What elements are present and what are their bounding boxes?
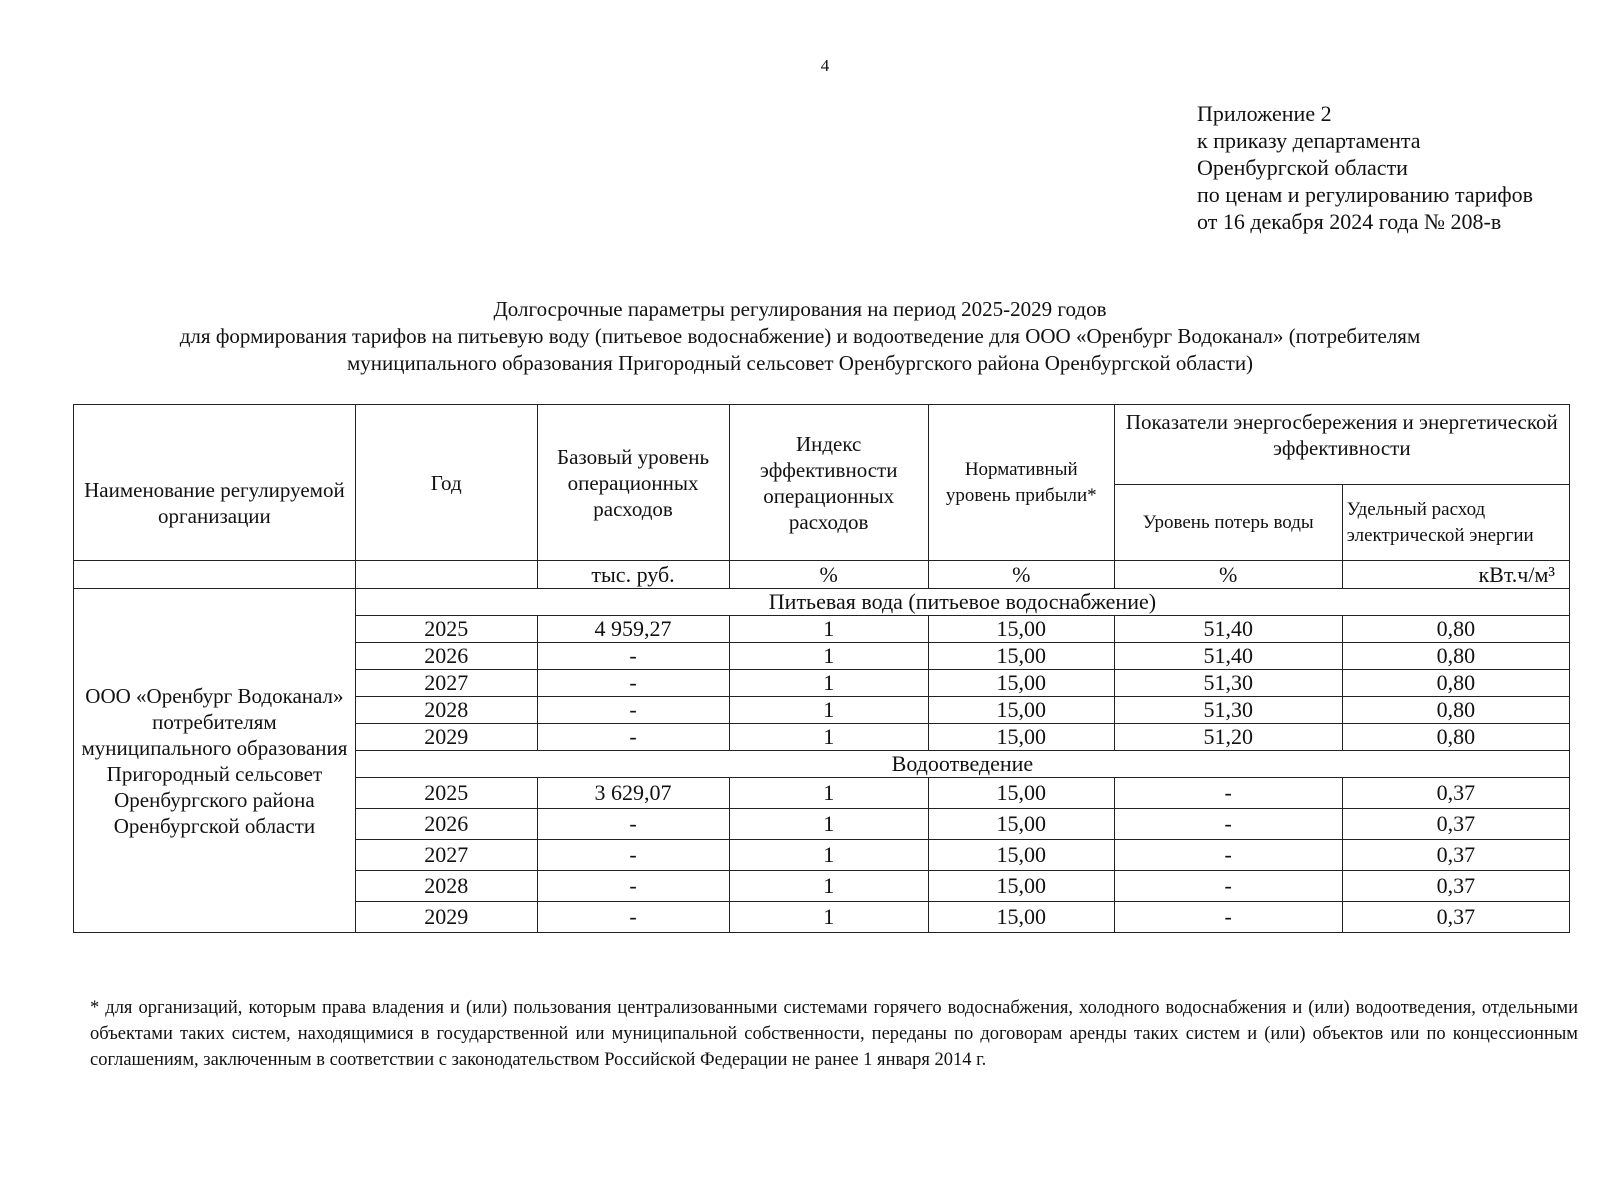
- organization-name: ООО «Оренбург Водоканал» потребителям муниципального образования Пригородный сельсовет Оренбургского района Оренбургской области: [74, 589, 356, 933]
- section-title-water: Питьевая вода (питьевое водоснабжение): [355, 589, 1569, 616]
- appendix-line: по ценам и регулированию тарифов: [1197, 182, 1534, 207]
- cell-base-opex: 3 629,07: [537, 778, 729, 809]
- cell-base-opex: -: [537, 643, 729, 670]
- section-title-sewage: Водоотведение: [355, 751, 1569, 778]
- unit-efficiency-index: %: [729, 561, 928, 589]
- cell-electricity: 0,80: [1342, 697, 1569, 724]
- cell-water-loss: 51,40: [1114, 616, 1342, 643]
- cell-efficiency-index: 1: [729, 902, 928, 933]
- cell-base-opex: -: [537, 871, 729, 902]
- cell-electricity: 0,37: [1342, 840, 1569, 871]
- cell-profit: 15,00: [928, 697, 1114, 724]
- cell-year: 2029: [355, 902, 537, 933]
- cell-electricity: 0,37: [1342, 778, 1569, 809]
- cell-profit: 15,00: [928, 840, 1114, 871]
- header-water-loss: Уровень потерь воды: [1114, 485, 1342, 561]
- page-number: 4: [820, 56, 830, 75]
- header-org: Наименование регулируемой организации: [74, 405, 356, 561]
- cell-water-loss: -: [1114, 902, 1342, 933]
- cell-profit: 15,00: [928, 902, 1114, 933]
- cell-year: 2028: [355, 871, 537, 902]
- cell-water-loss: -: [1114, 778, 1342, 809]
- cell-electricity: 0,37: [1342, 902, 1569, 933]
- cell-base-opex: -: [537, 697, 729, 724]
- cell-year: 2025: [355, 778, 537, 809]
- cell-base-opex: -: [537, 840, 729, 871]
- appendix-line: Оренбургской области: [1197, 155, 1408, 180]
- unit-base-opex: тыс. руб.: [537, 561, 729, 589]
- cell-water-loss: -: [1114, 840, 1342, 871]
- cell-water-loss: 51,40: [1114, 643, 1342, 670]
- cell-base-opex: 4 959,27: [537, 616, 729, 643]
- title-line: муниципального образования Пригородный сельсовет Оренбургского района Оренбургской области): [346, 351, 1254, 375]
- cell-efficiency-index: 1: [729, 697, 928, 724]
- cell-efficiency-index: 1: [729, 840, 928, 871]
- cell-year: 2026: [355, 643, 537, 670]
- cell-water-loss: 51,30: [1114, 670, 1342, 697]
- unit-year-empty: [355, 561, 537, 589]
- cell-base-opex: -: [537, 724, 729, 751]
- cell-water-loss: -: [1114, 871, 1342, 902]
- footnote: * для организаций, которым права владения и (или) пользования централизованными системами горячего водоснабжения, холодного водоснабжения и (или) водоотведения, отдельными объектами таких систем, находящимися в государственной или муниципальной собственности, переданы по договорам аренды таких систем и (или) объектов или по концессионным соглашениям, заключенным в соответствии с законодательством Российской Федерации не ранее 1 января 2014 г.: [90, 998, 1578, 1070]
- cell-profit: 15,00: [928, 778, 1114, 809]
- header-electricity: Удельный расход электрической энергии: [1342, 485, 1569, 561]
- cell-electricity: 0,80: [1342, 724, 1569, 751]
- cell-water-loss: 51,30: [1114, 697, 1342, 724]
- cell-electricity: 0,80: [1342, 670, 1569, 697]
- unit-org-empty: [74, 561, 356, 589]
- header-profit: Нормативный уровень прибыли*: [928, 405, 1114, 561]
- cell-water-loss: -: [1114, 809, 1342, 840]
- cell-profit: 15,00: [928, 643, 1114, 670]
- unit-electricity: кВт.ч/м³: [1342, 561, 1569, 589]
- document-title: [60, 296, 1540, 377]
- appendix-line: к приказу департамента: [1197, 128, 1421, 153]
- cell-water-loss: 51,20: [1114, 724, 1342, 751]
- title-line: Долгосрочные параметры регулирования на период 2025-2029 годов: [493, 297, 1107, 321]
- cell-efficiency-index: 1: [729, 871, 928, 902]
- cell-year: 2025: [355, 616, 537, 643]
- cell-year: 2027: [355, 670, 537, 697]
- cell-efficiency-index: 1: [729, 809, 928, 840]
- unit-profit: %: [928, 561, 1114, 589]
- title-line: для формирования тарифов на питьевую воду (питьевое водоснабжение) и водоотведение для ООО «Оренбург Водоканал» (потребителям: [179, 324, 1421, 348]
- unit-water-loss: %: [1114, 561, 1342, 589]
- cell-profit: 15,00: [928, 724, 1114, 751]
- cell-profit: 15,00: [928, 670, 1114, 697]
- cell-electricity: 0,37: [1342, 871, 1569, 902]
- cell-efficiency-index: 1: [729, 778, 928, 809]
- header-energy-group: Показатели энергосбережения и энергетической эффективности: [1114, 405, 1569, 485]
- cell-year: 2026: [355, 809, 537, 840]
- header-year: Год: [355, 405, 537, 561]
- cell-profit: 15,00: [928, 616, 1114, 643]
- cell-year: 2028: [355, 697, 537, 724]
- cell-efficiency-index: 1: [729, 724, 928, 751]
- header-base-opex: Базовый уровень операционных расходов: [537, 405, 729, 561]
- appendix-line: от 16 декабря 2024 года № 208-в: [1197, 209, 1502, 234]
- cell-electricity: 0,80: [1342, 616, 1569, 643]
- cell-year: 2027: [355, 840, 537, 871]
- cell-profit: 15,00: [928, 809, 1114, 840]
- cell-profit: 15,00: [928, 871, 1114, 902]
- cell-efficiency-index: 1: [729, 616, 928, 643]
- cell-efficiency-index: 1: [729, 643, 928, 670]
- cell-electricity: 0,37: [1342, 809, 1569, 840]
- cell-base-opex: -: [537, 809, 729, 840]
- cell-electricity: 0,80: [1342, 643, 1569, 670]
- appendix-line: Приложение 2: [1197, 101, 1332, 126]
- cell-base-opex: -: [537, 670, 729, 697]
- parameters-table: [73, 404, 1570, 933]
- appendix-block: [1197, 100, 1533, 235]
- cell-base-opex: -: [537, 902, 729, 933]
- header-efficiency-index: Индекс эффективности операционных расходов: [729, 405, 928, 561]
- cell-year: 2029: [355, 724, 537, 751]
- cell-efficiency-index: 1: [729, 670, 928, 697]
